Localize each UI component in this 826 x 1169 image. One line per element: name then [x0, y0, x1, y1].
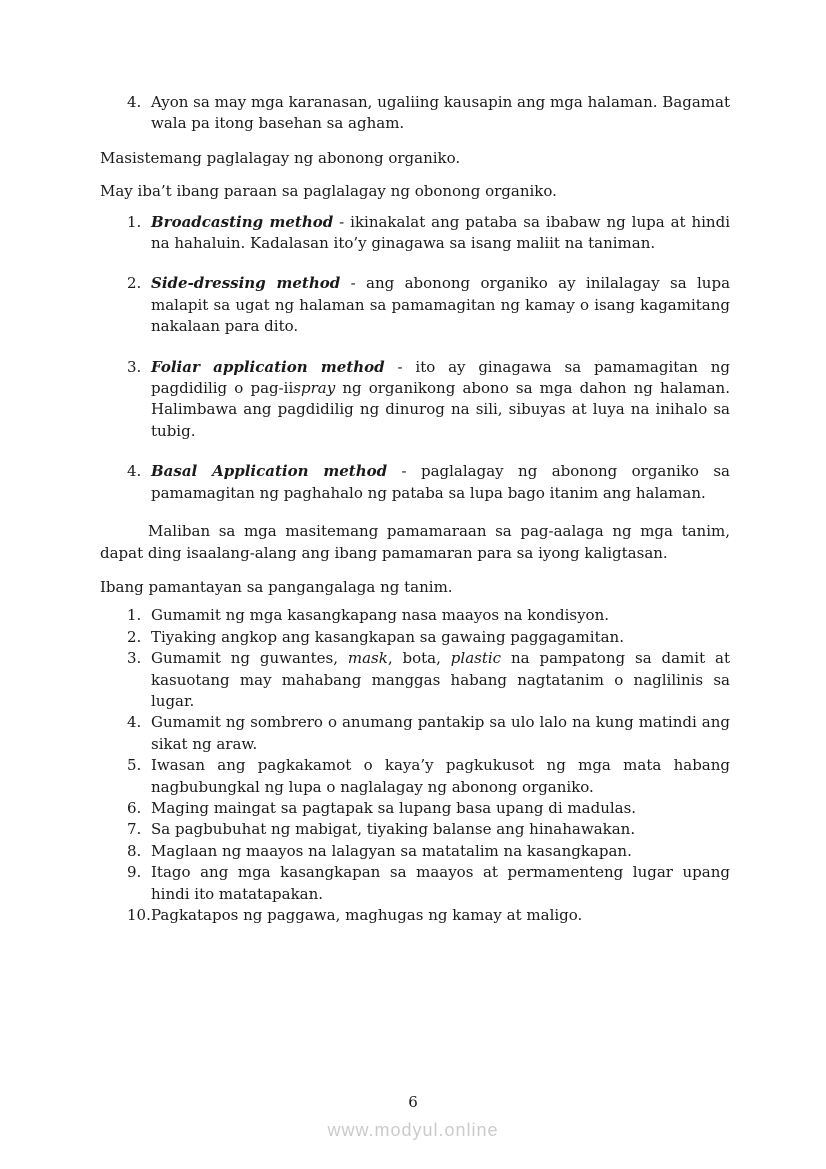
safety-list: [100, 605, 730, 926]
para-ibang-pamantayan: Ibang pamantayan sa pangangalaga ng tanim.: [100, 577, 453, 596]
list-item: [151, 905, 730, 926]
para-may-ibat-ibang-paraan: May iba’t ibang paraan sa paglalagay ng obonong organiko.: [100, 182, 557, 201]
list-item: [151, 712, 730, 755]
list-item: [151, 357, 730, 443]
text-segment: Iwasan ang pagkakamot o kaya’y pagkukusot ng mga mata habang nagbubungkal ng lupa o naglalagay ng abonong organiko.: [151, 756, 730, 796]
text-segment: Maging maingat sa pagtapak sa lupang basa upang di madulas.: [151, 798, 637, 817]
list-item: [151, 92, 730, 135]
text-segment: Ayon sa may mga karanasan, ugaliing kausapin ang mga halaman. Bagamat wala pa itong basehan sa agham.: [151, 93, 730, 133]
page-number: 6: [408, 1092, 418, 1111]
text-segment: mask: [347, 649, 388, 668]
text-segment: Gumamit ng sombrero o anumang pantakip sa ulo lalo na kung matindi ang sikat ng araw.: [151, 713, 730, 753]
text-segment: Broadcasting method: [151, 212, 334, 231]
text-segment: Itago ang mga kasangkapan sa maayos at permamenteng lugar upang hindi ito matatapakan.: [151, 863, 730, 903]
list-item: [151, 273, 730, 337]
list-item: [151, 627, 730, 648]
text-segment: Side-dressing method: [151, 274, 341, 293]
text-segment: ng organikong abono sa mga dahon ng halaman. Halimbawa ang pagdidilig ng dinurog na sili, sibuyas at luya na inihalo sa tubig.: [151, 379, 730, 440]
list-item: [151, 841, 730, 862]
text-segment: Basal Application method: [151, 462, 388, 481]
text-segment: Tiyaking angkop ang kasangkapan sa gawaing paggagamitan.: [151, 627, 624, 646]
list-item: [151, 819, 730, 840]
watermark: www.modyul.online: [327, 1119, 499, 1140]
text-segment: - ikinakalat ang pataba sa ibabaw ng lupa at hindi na hahaluin. Kadalasan ito’y ginagawa sa isang maliit na taniman.: [151, 212, 730, 253]
list-item: [151, 461, 730, 504]
list-item: [151, 212, 730, 255]
text-segment: Maglaan ng maayos na lalagyan sa matatalim na kasangkapan.: [151, 841, 632, 860]
text-segment: Gumamit ng guwantes,: [151, 649, 348, 668]
list-item: [151, 605, 730, 626]
para-masistemang: Masistemang paglalagay ng abonong organiko.: [100, 148, 461, 167]
continued-list: [100, 92, 730, 135]
text-segment: - ito ay ginagawa sa pamamagitan ng pagdidilig o pag-ii: [151, 357, 730, 398]
text-segment: Pagkatapos ng paggawa, maghugas ng kamay at maligo.: [151, 906, 583, 924]
para-maliban: Maliban sa mga masitemang pamamaraan sa pag-aalaga ng mga tanim, dapat ding isaalang-alang ang ibang pamamaran para sa iyong kaligtasan.: [100, 522, 730, 562]
text-segment: , bota,: [387, 649, 451, 668]
text-segment: - paglalagay ng abonong organiko sa pamamagitan ng paghahalo ng pataba sa lupa bago itanim ang halaman.: [151, 462, 730, 502]
list-item: [151, 862, 730, 905]
list-item: [151, 798, 730, 819]
text-segment: plastic: [450, 649, 502, 668]
text-segment: spray: [293, 379, 336, 398]
list-item: [151, 648, 730, 712]
list-item: [151, 755, 730, 798]
text-segment: Sa pagbubuhat ng mabigat, tiyaking balanse ang hinahawakan.: [151, 820, 636, 839]
methods-list: [100, 212, 730, 504]
text-segment: - ang abonong organiko ay inilalagay sa lupa malapit sa ugat ng halaman sa pamamagitan ng kamay o isang kagamitang nakalaan para dito.: [151, 274, 731, 336]
text-segment: na pampatong sa damit at kasuotang may mahabang manggas habang nagtatanim o naglilinis sa lugar.: [151, 649, 730, 710]
text-segment: Foliar application method: [151, 357, 385, 376]
text-segment: Gumamit ng mga kasangkapang nasa maayos na kondisyon.: [151, 606, 610, 625]
